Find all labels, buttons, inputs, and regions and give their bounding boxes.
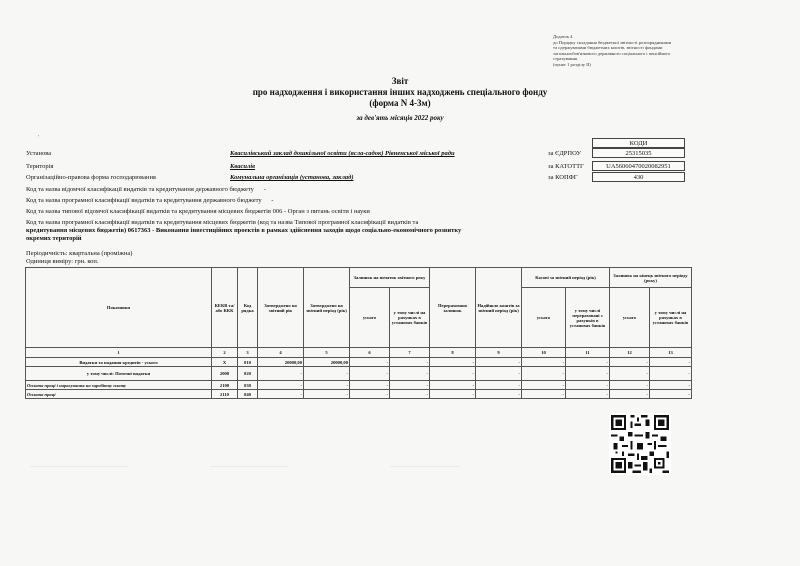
row-cell: - <box>610 390 650 399</box>
edrpou-label: за ЄДРПОУ <box>548 150 582 157</box>
row-cell: - <box>390 358 430 367</box>
row-approved-year: - <box>258 367 304 381</box>
col-number: 9 <box>476 348 522 358</box>
row-cell: - <box>566 367 610 381</box>
row-approved-period: - <box>304 390 350 399</box>
row-cell: - <box>390 390 430 399</box>
row-kekv: 2100 <box>212 381 238 390</box>
katottg-value: UA56060470020082951 <box>592 161 685 171</box>
header-row-code: Код рядка <box>238 268 258 348</box>
local-classification-line-1: Код та назва програмної класифікації видатків та кредитування місцевих бюджетів (код та назва Типової програмної класифікації видатків та <box>26 219 419 226</box>
header-kekv: КЕКВ та/або ККК <box>212 268 238 348</box>
row-cell: - <box>522 358 566 367</box>
row-approved-year: - <box>258 390 304 399</box>
institution-value: Квасилівський заклад дошкільної освіти (ясла-садок) Рівненської міської ради <box>230 150 455 157</box>
col-number: 2 <box>212 348 238 358</box>
col-number: 13 <box>650 348 692 358</box>
legal-form-value: Комунальна організація (установа, заклад) <box>230 174 354 181</box>
codes-header: КОДИ <box>592 138 685 148</box>
institution-label: Установа <box>26 150 52 157</box>
row-cell: - <box>430 390 476 399</box>
header-remainder-start: Залишок на початок звітного року <box>350 268 430 288</box>
row-cell: - <box>390 381 430 390</box>
kopfg-value: 430 <box>592 172 685 182</box>
header-cash-expenses: Касові за звітний період (рік) <box>522 268 610 288</box>
row-code: 020 <box>238 367 258 381</box>
report-title: Звіт <box>391 76 409 86</box>
row-approved-period: - <box>304 367 350 381</box>
dept-classification-line <box>26 186 266 194</box>
row-cell: - <box>610 381 650 390</box>
row-approved-period: 20000,00 <box>304 358 350 367</box>
row-cell: - <box>522 390 566 399</box>
faint-print: ___________________________________ <box>390 462 460 467</box>
col-number: 11 <box>566 348 610 358</box>
header-transferred: Перераховано залишок <box>430 268 476 348</box>
row-cell: - <box>476 367 522 381</box>
header-remainder-end: Залишок на кінець звітного періоду (року) <box>610 268 692 288</box>
row-approved-year: 20000,00 <box>258 358 304 367</box>
report-subtitle: про надходження і використання інших надходжень спеціального фонду <box>252 87 548 97</box>
table-row <box>26 358 692 367</box>
table-row <box>26 390 692 399</box>
faint-print: _________________________________________________ <box>30 462 128 467</box>
appendix-line: (пункт 1 розділу II) <box>553 61 591 67</box>
row-code: 030 <box>238 381 258 390</box>
row-cell: - <box>476 381 522 390</box>
local-classification-line-3: окремих територій <box>26 235 82 242</box>
row-name: у тому числі: Поточні видатки <box>26 367 212 381</box>
row-cell: - <box>566 381 610 390</box>
row-cell: - <box>610 358 650 367</box>
row-cell: - <box>650 367 692 381</box>
row-cell: - <box>476 390 522 399</box>
col-number: 3 <box>238 348 258 358</box>
appendix-line: та одержувачами бюджетних коштів, звітності фондами <box>553 45 663 51</box>
header-incl-deposits: у тому числі на рахунках в установах банків <box>390 288 430 348</box>
header-incl-deposits: у тому числі на рахунках в установах банків <box>650 288 692 348</box>
local-classification-line-2: кредитування місцевих бюджетів) 0617363 - Виконання інвестиційних проектів в рамках здійснення заходів щодо соціально-економічного розвитку <box>26 227 462 234</box>
row-cell: - <box>350 367 390 381</box>
row-cell: - <box>430 367 476 381</box>
katottg-label: за КАТОТТГ <box>548 163 584 170</box>
territory-label: Територія <box>26 163 54 170</box>
row-approved-year: - <box>258 381 304 390</box>
edrpou-value: 25315035 <box>592 148 685 158</box>
row-cell: - <box>650 381 692 390</box>
qr-code-icon <box>609 413 671 475</box>
faint-print: _______________________________________ <box>210 462 288 467</box>
row-cell: - <box>566 390 610 399</box>
col-number: 10 <box>522 348 566 358</box>
header-incl-transferred: у тому числі перераховані з рахунків в установах банків <box>566 288 610 348</box>
territory-value: Квасилів <box>230 163 256 170</box>
appendix-line: страхування <box>553 56 578 62</box>
measure-unit: Одиниця виміру: грн. коп. <box>26 258 99 265</box>
col-number: 4 <box>258 348 304 358</box>
header-total: усього <box>610 288 650 348</box>
dept-classification-value: - <box>263 186 266 193</box>
kopfg-label: за КОПФГ <box>548 174 578 181</box>
row-cell: - <box>522 367 566 381</box>
row-code: 040 <box>238 390 258 399</box>
header-total: усього <box>522 288 566 348</box>
report-period: за дев'ять місяців 2022 року <box>356 114 444 122</box>
col-number: 8 <box>430 348 476 358</box>
appendix-line: Додаток 4 <box>553 34 573 39</box>
table-row <box>26 381 692 390</box>
row-cell: - <box>430 381 476 390</box>
row-kekv: X <box>212 358 238 367</box>
row-cell: - <box>650 358 692 367</box>
report-table <box>25 267 692 399</box>
table-row <box>26 367 692 381</box>
col-number: 1 <box>26 348 212 358</box>
col-number: 5 <box>304 348 350 358</box>
row-cell: - <box>650 390 692 399</box>
appendix-line: до Порядку складання бюджетної звітності розпорядниками <box>553 39 672 45</box>
row-cell: - <box>522 381 566 390</box>
row-cell: - <box>350 381 390 390</box>
header-approved-year: Затверджено на звітний рік <box>258 268 304 348</box>
header-approved-period: Затверджено на звітний період (рік) <box>304 268 350 348</box>
row-cell: - <box>390 367 430 381</box>
col-number: 7 <box>390 348 430 358</box>
row-kekv: 2110 <box>212 390 238 399</box>
report-form-number: (форма N 4-3м) <box>369 98 431 108</box>
prog-classification-line <box>26 197 273 205</box>
row-kekv: 2000 <box>212 367 238 381</box>
row-cell: - <box>476 358 522 367</box>
col-number: 12 <box>610 348 650 358</box>
header-indicators: Показники <box>26 268 212 348</box>
prog-classification-value: - <box>271 197 274 204</box>
row-cell: - <box>610 367 650 381</box>
legal-form-label: Організаційно-правова форма господарювання <box>26 174 156 181</box>
row-cell: - <box>350 390 390 399</box>
dept-classification-label: Код та назва відомчої класифікації видатків та кредитування державного бюджету <box>26 186 254 193</box>
column-numbers-row <box>26 348 692 358</box>
periodicity: Періодичність: квартальна (проміжна) <box>26 250 133 257</box>
row-name: Оплата праці <box>26 390 212 399</box>
prog-classification-label: Код та назва програмної класифікації видатків та кредитування державного бюджету <box>26 197 262 204</box>
row-approved-period: - <box>304 381 350 390</box>
header-received: Надійшло коштів за звітний період (рік) <box>476 268 522 348</box>
row-name: Видатки та надання кредитів - усього <box>26 358 212 367</box>
pen-mark: ' <box>38 135 40 141</box>
row-cell: - <box>430 358 476 367</box>
header-total: усього <box>350 288 390 348</box>
row-name: Оплата праці і нарахування на заробітну плату <box>26 381 212 390</box>
row-cell: - <box>566 358 610 367</box>
row-code: 010 <box>238 358 258 367</box>
appendix-note <box>553 34 703 68</box>
typical-classification-line: Код та назва типової відомчої класифікації видатків та кредитування місцевих бюджетів 006 - Орган з питань освіти і науки <box>26 208 370 215</box>
row-cell: - <box>350 358 390 367</box>
appendix-line: загальнообов'язкового державного соціального і пенсійного <box>553 50 671 56</box>
col-number: 6 <box>350 348 390 358</box>
